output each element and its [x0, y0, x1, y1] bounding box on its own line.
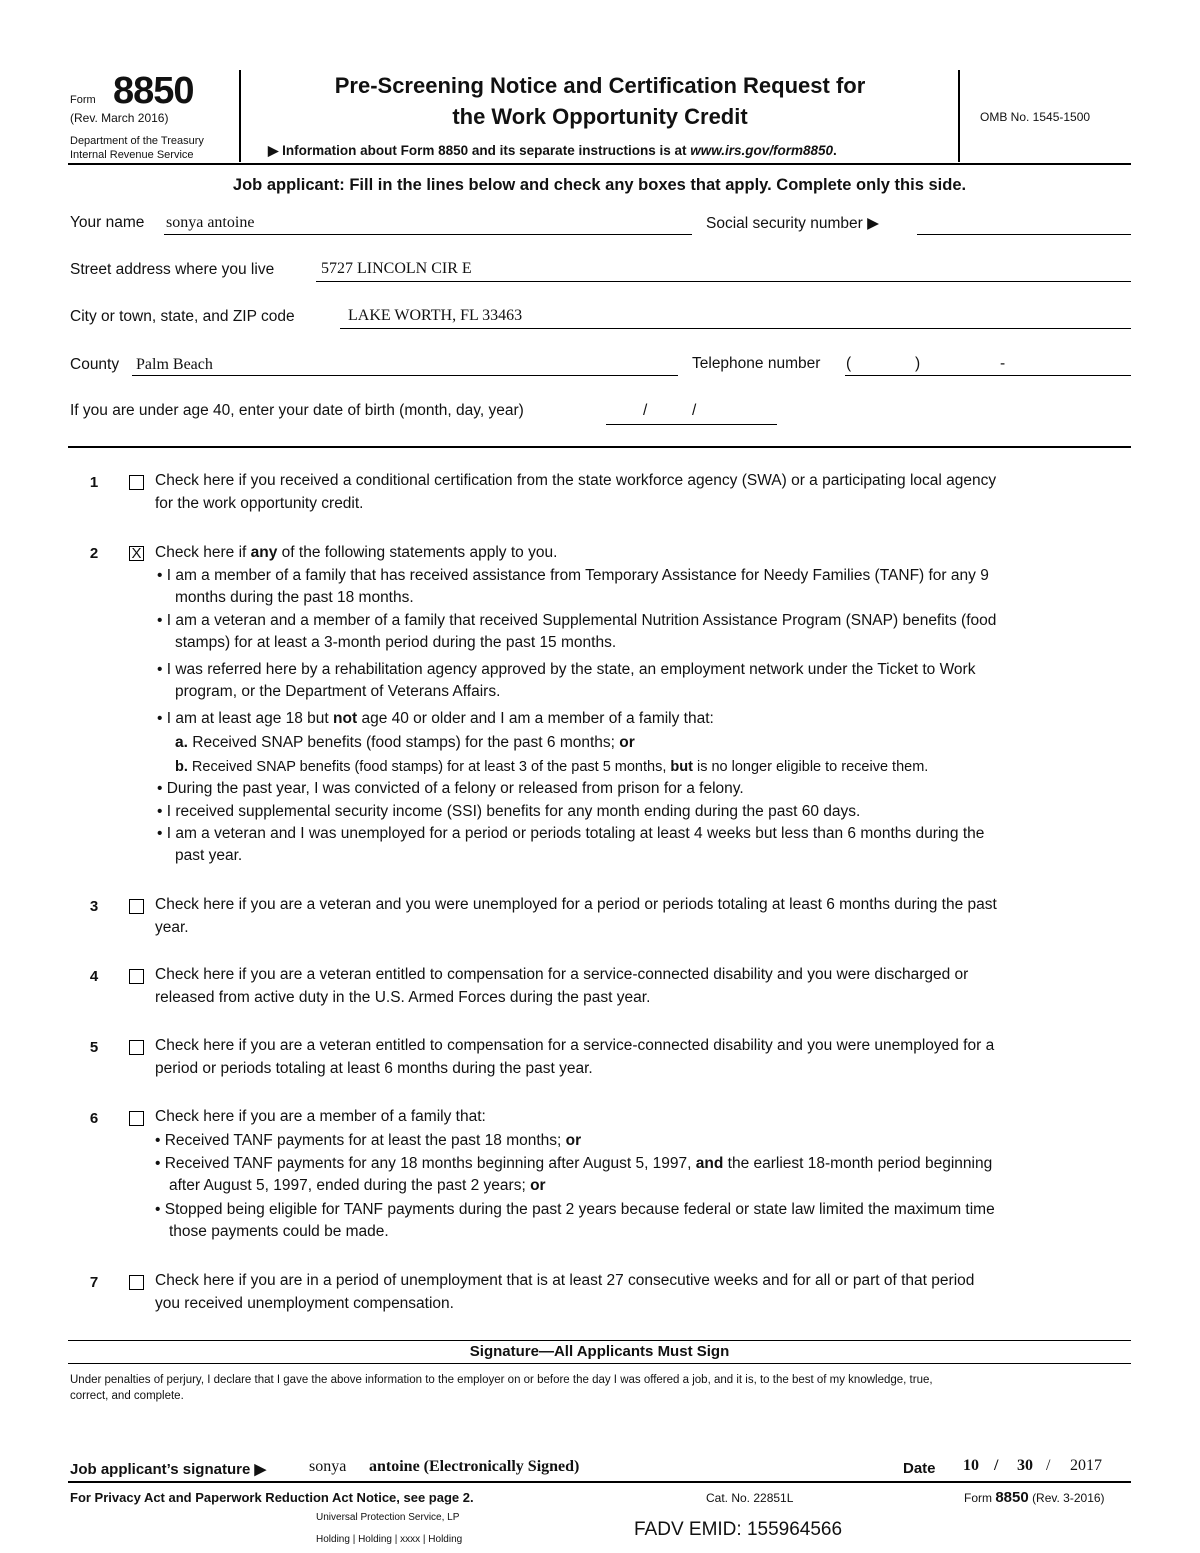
item-6-b2-and: and	[695, 1155, 724, 1172]
phone-open-paren: (	[846, 355, 852, 372]
bullet-dot: •	[157, 803, 167, 820]
dob-slash-2: /	[692, 402, 697, 419]
bullet-dot: •	[157, 612, 167, 629]
bullet-dot: •	[155, 1155, 165, 1172]
signature-heading-rule	[68, 1363, 1131, 1364]
footer-form-id	[964, 1489, 1105, 1506]
form-info-url[interactable]: www.irs.gov/form8850	[690, 143, 834, 158]
street-label: Street address where you live	[70, 261, 275, 278]
item-2-b1-l2: months during the past 18 months.	[175, 589, 414, 606]
date-separator-2: /	[1046, 1457, 1051, 1474]
phone-underline[interactable]	[845, 375, 1131, 376]
bullet-dot: •	[157, 567, 167, 584]
signature-first-name[interactable]: sonya	[309, 1458, 347, 1475]
date-separator-1: /	[994, 1457, 999, 1474]
item-2-checkbox[interactable]: X	[129, 546, 144, 561]
item-7-line2: you received unemployment compensation.	[155, 1294, 454, 1312]
form-number: 8850	[113, 70, 194, 112]
phone-dash: -	[1000, 355, 1006, 372]
bullet-dot: •	[157, 710, 167, 727]
item-6-b1-text: Received TANF payments for at least the past 18 months;	[164, 1132, 566, 1149]
bullet-dot: •	[157, 661, 167, 678]
form-title-line1: Pre-Screening Notice and Certification Request for	[334, 73, 866, 98]
item-2-b3-l2: program, or the Department of Veterans Affairs.	[175, 683, 501, 700]
item-6-number: 6	[89, 1110, 99, 1127]
item-4-line2: released from active duty in the U.S. Armed Forces during the past year.	[155, 988, 651, 1006]
city-field[interactable]: LAKE WORTH, FL 33463	[348, 307, 523, 324]
item-7-line1: Check here if you are in a period of unemployment that is at least 27 consecutive weeks and for all or part of that period	[155, 1272, 975, 1289]
item-2-b2-l2: stamps) for at least a 3-month period during the past 15 months.	[175, 634, 617, 651]
item-6-checkbox[interactable]	[129, 1111, 144, 1126]
signature-rest[interactable]: antoine (Electronically Signed)	[369, 1458, 580, 1475]
ssn-underline	[917, 234, 1131, 235]
item-2-bullet-7	[157, 823, 984, 867]
footer-form-word: Form	[964, 1491, 992, 1505]
form-info-suffix: .	[833, 143, 837, 158]
date-day[interactable]: 30	[1017, 1457, 1033, 1474]
city-underline	[340, 328, 1131, 329]
company-name: Universal Protection Service, LP	[316, 1512, 460, 1523]
perjury-line2: correct, and complete.	[70, 1390, 184, 1402]
item-4-text	[155, 964, 968, 1009]
item-7-number: 7	[89, 1274, 99, 1291]
item-2-sub-b	[175, 756, 928, 778]
item-2-sub-b-text-a: Received SNAP benefits (food stamps) for at least 3 of the past 5 months,	[191, 759, 671, 775]
item-4-checkbox[interactable]	[129, 969, 144, 984]
street-underline	[316, 281, 1131, 282]
item-2-lead-a: Check here if	[155, 544, 251, 561]
item-4-line1: Check here if you are a veteran entitled to compensation for a service-connected disability and you were discharged or	[155, 966, 969, 983]
item-5-text	[155, 1035, 994, 1080]
item-2-bullet-2	[157, 610, 996, 654]
item-2-lead	[155, 542, 557, 565]
perjury-statement	[70, 1372, 1131, 1404]
street-field[interactable]: 5727 LINCOLN CIR E	[321, 260, 472, 277]
bullet-dot: •	[155, 1201, 165, 1218]
item-2-sub-a-or: or	[619, 734, 635, 751]
date-label: Date	[903, 1460, 936, 1477]
item-1-line2: for the work opportunity credit.	[155, 494, 364, 512]
signature-top-rule	[68, 1340, 1131, 1341]
city-label: City or town, state, and ZIP code	[70, 308, 295, 325]
item-6-b2-l1a: Received TANF payments for any 18 months beginning after August 5, 1997,	[164, 1155, 696, 1172]
item-2-sub-b-but: but	[670, 759, 693, 775]
form-info-prefix: ▶ Information about Form 8850 and its separate instructions is at	[268, 143, 691, 158]
item-5-checkbox[interactable]	[129, 1040, 144, 1055]
dob-slash-1: /	[643, 402, 648, 419]
item-2-bullet-5	[157, 778, 744, 800]
item-2-b4-not: not	[333, 710, 358, 727]
item-2-b3-l1: I was referred here by a rehabilitation agency approved by the state, an employment network under the Ticket to Work	[166, 661, 976, 678]
item-2-b6: I received supplemental security income (SSI) benefits for any month ending during the past 60 days.	[166, 803, 861, 820]
date-year[interactable]: 2017	[1070, 1457, 1102, 1474]
item-2-sub-a-label: a.	[175, 734, 188, 751]
bullet-dot: •	[157, 825, 167, 842]
item-2-number: 2	[89, 545, 99, 562]
footer-form-rev: (Rev. 3-2016)	[1032, 1491, 1105, 1505]
item-2-sub-b-label: b.	[175, 759, 188, 775]
item-6-lead: Check here if you are a member of a family that:	[155, 1108, 486, 1125]
item-2-lead-any: any	[250, 544, 278, 561]
phone-label: Telephone number	[692, 355, 821, 372]
date-month[interactable]: 10	[963, 1457, 979, 1474]
item-7-text	[155, 1270, 974, 1315]
item-3-line2: year.	[155, 918, 189, 936]
signature-heading: Signature—All Applicants Must Sign	[469, 1343, 730, 1360]
item-1-text	[155, 470, 1131, 515]
item-2-sub-a	[175, 732, 635, 754]
item-6-b1-or: or	[565, 1132, 582, 1149]
item-6-bullet-2	[155, 1153, 992, 1197]
phone-close-paren: )	[915, 355, 921, 372]
item-2-sub-a-text: Received SNAP benefits (food stamps) for the past 6 months;	[192, 734, 620, 751]
omb-number: OMB No. 1545-1500	[980, 110, 1091, 124]
item-2-b5: During the past year, I was convicted of a felony or released from prison for a felony.	[166, 780, 744, 797]
item-2-bullet-6	[157, 801, 860, 823]
footer-form-number: 8850	[995, 1489, 1029, 1506]
item-4-number: 4	[89, 968, 99, 985]
item-6-bullet-3	[155, 1199, 995, 1243]
fadv-emid: FADV EMID: 155964566	[634, 1519, 843, 1540]
applicant-instructions: Job applicant: Fill in the lines below and check any boxes that apply. Complete only this side.	[232, 176, 967, 194]
form-revision: (Rev. March 2016)	[70, 111, 169, 125]
item-2-b7-l1: I am a veteran and I was unemployed for a period or periods totaling at least 4 weeks but less than 6 months during the	[166, 825, 985, 842]
name-underline	[164, 234, 692, 235]
catalog-number: Cat. No. 22851L	[706, 1491, 794, 1505]
signature-bottom-rule	[68, 1481, 1131, 1483]
item-2-b4-a: I am at least age 18 but	[166, 710, 334, 727]
county-label: County	[70, 356, 120, 373]
item-2-b1-l1: I am a member of a family that has received assistance from Temporary Assistance for Needy Families (TANF) for any 9	[166, 567, 989, 584]
item-6-b3-l1: Stopped being eligible for TANF payments during the past 2 years because federal or state law limited the maximum time	[164, 1201, 995, 1218]
item-1-line1: Check here if you received a conditional certification from the state workforce agency (SWA) or a participating local agency	[155, 472, 997, 489]
header-divider-right	[958, 70, 960, 162]
item-6-b2-l1b: the earliest 18-month period beginning	[723, 1155, 993, 1172]
item-2-b4-c: age 40 or older and I am a member of a family that:	[357, 710, 714, 727]
item-5-number: 5	[89, 1039, 99, 1056]
item-2-lead-c: of the following statements apply to you.	[277, 544, 558, 561]
form-info-line	[268, 143, 837, 159]
item-1-number: 1	[89, 474, 99, 491]
item-2-bullet-1	[157, 565, 989, 609]
item-2-sub-b-text-b: is no longer eligible to receive them.	[692, 759, 929, 775]
holding-line: Holding | Holding | xxxx | Holding	[316, 1534, 463, 1545]
county-underline	[132, 375, 678, 376]
item-2-b7-l2: past year.	[175, 847, 243, 864]
item-5-line2: period or periods totaling at least 6 months during the past year.	[155, 1059, 593, 1077]
item-3-checkbox[interactable]	[129, 899, 144, 914]
dob-underline[interactable]	[606, 424, 777, 425]
item-3-text	[155, 894, 997, 939]
item-1-checkbox[interactable]	[129, 475, 144, 490]
dob-label: If you are under age 40, enter your date of birth (month, day, year)	[70, 402, 524, 419]
item-6-b3-l2: those payments could be made.	[169, 1223, 389, 1240]
bullet-dot: •	[157, 780, 167, 797]
item-2-bullet-4	[157, 708, 714, 730]
item-3-number: 3	[89, 898, 99, 915]
header-divider-left	[239, 70, 241, 162]
dept-line2: Internal Revenue Service	[70, 149, 194, 161]
item-6-b2-l2: after August 5, 1997, ended during the past 2 years;	[169, 1177, 531, 1194]
item-6-b2-or: or	[530, 1177, 546, 1194]
item-3-line1: Check here if you are a veteran and you were unemployed for a period or periods totaling at least 6 months during the past	[155, 896, 997, 913]
item-5-line1: Check here if you are a veteran entitled to compensation for a service-connected disability and you were unemployed for a	[155, 1037, 995, 1054]
signature-label: Job applicant’s signature ▶	[70, 1461, 267, 1478]
ssn-label: Social security number ▶	[706, 215, 880, 232]
perjury-line1: Under penalties of perjury, I declare that I gave the above information to the employer on or before the day I was offered a job, and it is, to the best of my knowledge, true,	[70, 1374, 933, 1386]
form-title-line2: the Work Opportunity Credit	[452, 104, 748, 129]
item-2-b2-l1: I am a veteran and a member of a family that received Supplemental Nutrition Assistance Program (SNAP) benefits (food	[166, 612, 997, 629]
privacy-notice: For Privacy Act and Paperwork Reduction Act Notice, see page 2.	[70, 1490, 474, 1505]
header-bottom-rule	[68, 163, 1131, 165]
fields-bottom-rule	[68, 446, 1131, 448]
dept-line1: Department of the Treasury	[70, 135, 204, 147]
name-field[interactable]: sonya antoine	[166, 214, 255, 231]
name-label: Your name	[70, 214, 145, 231]
bullet-dot: •	[155, 1132, 165, 1149]
county-field[interactable]: Palm Beach	[136, 356, 213, 373]
item-2-bullet-3	[157, 659, 975, 703]
item-7-checkbox[interactable]	[129, 1275, 144, 1290]
form-label: Form	[70, 94, 96, 106]
item-6-bullet-1	[155, 1130, 581, 1152]
